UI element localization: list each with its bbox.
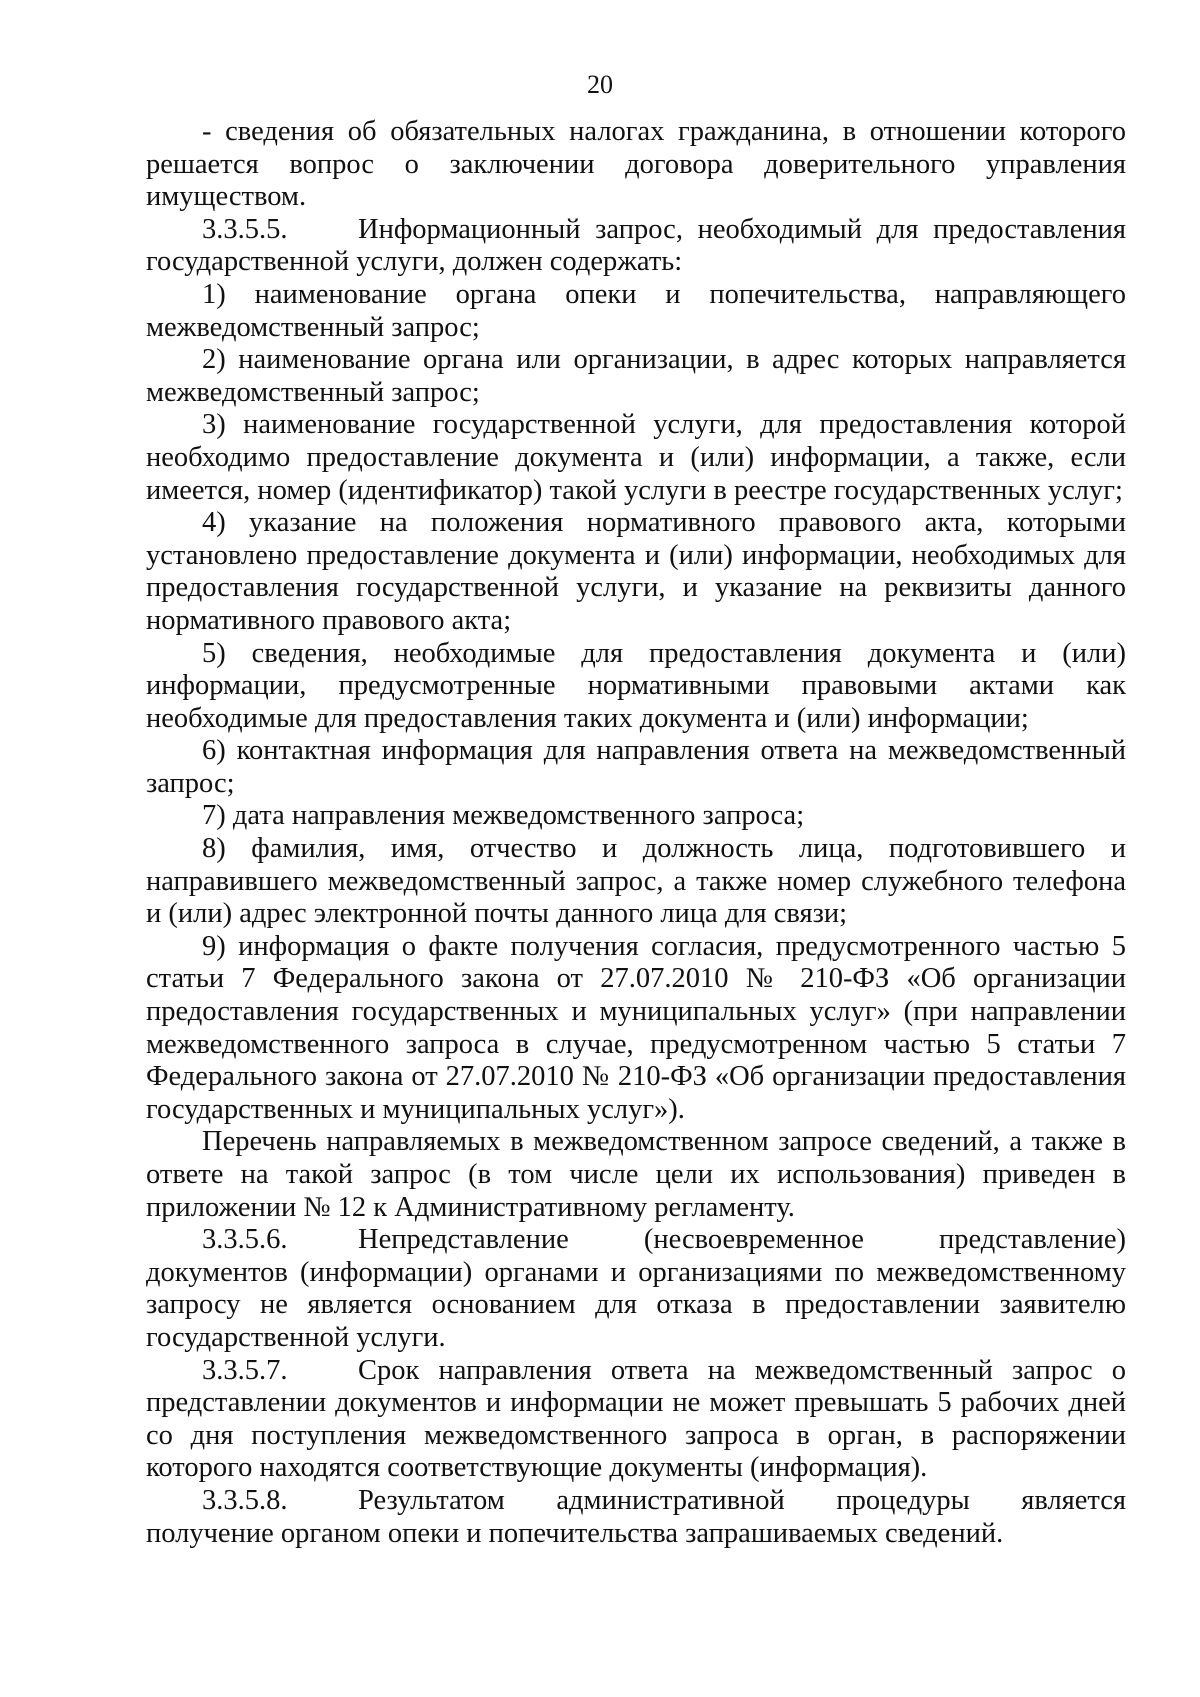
clause-3-3-5-6 bbox=[146, 1224, 1126, 1354]
list-item-text: 6) контактная информация для направления ответа на межведомственный запрос; bbox=[146, 735, 1126, 799]
list-item-text: 1) наименование органа опеки и попечительства, направляющего межведомственный запрос; bbox=[146, 278, 1126, 343]
list-item-8 bbox=[146, 833, 1126, 931]
clause-number: 3.3.5.5. bbox=[202, 213, 288, 245]
list-item-text: 5) сведения, необходимые для предоставления документа и (или) информации, предусмотренные нормативными правовыми актами как необходимые для предоставления таких документа и (или) информации; bbox=[146, 637, 1126, 734]
document-body bbox=[146, 116, 1126, 1550]
list-item-text: 3) наименование государственной услуги, для предоставления которой необходимо предоставление документа и (или) информации, а также, если имеется, номер (идентификатор) такой услуги в реестре государственных услуг; bbox=[146, 409, 1126, 506]
list-item-7 bbox=[146, 800, 1126, 833]
list-item-text: 4) указание на положения нормативного правового акта, которыми установлено предоставление документа и (или) информации, необходимых для предоставления государственной услуги, и указание на реквизиты данного нормативного правового акта; bbox=[146, 507, 1126, 636]
list-item-text: 2) наименование органа или организации, в адрес которых направляется межведомственный запрос; bbox=[146, 344, 1126, 408]
clause-number: 3.3.5.6. bbox=[202, 1224, 288, 1256]
list-item-1 bbox=[146, 279, 1126, 344]
clause-text: Непредставление (несвоевременное представление) документов (информации) органами и организациями по межведомственному запросу не является основанием для отказа в предоставлении заявителю государственной услуги. bbox=[146, 1224, 1126, 1353]
paragraph-tax-info bbox=[146, 116, 1126, 214]
list-item-5 bbox=[146, 638, 1126, 736]
clause-3-3-5-5 bbox=[146, 214, 1126, 279]
list-item-9 bbox=[146, 931, 1126, 1127]
clause-text: Срок направления ответа на межведомственный запрос о представлении документов и информации не может превышать 5 рабочих дней со дня поступления межведомственного запроса в орган, в распоряжении которого находятся соответствующие документы (информация). bbox=[146, 1354, 1126, 1484]
clause-number: 3.3.5.8. bbox=[202, 1484, 288, 1516]
paragraph-text: Перечень направляемых в межведомственном запросе сведений, а также в ответе на такой запрос (в том числе цели их использования) приведен в приложении № 12 к Административному регламенту. bbox=[146, 1126, 1126, 1223]
clause-text: Информационный запрос, необходимый для предоставления государственной услуги, должен содержать: bbox=[146, 213, 1126, 278]
list-item-4 bbox=[146, 507, 1126, 637]
list-item-text: 8) фамилия, имя, отчество и должность лица, подготовившего и направившего межведомственный запрос, а также номер служебного телефона и (или) адрес электронной почты данного лица для связи; bbox=[146, 833, 1126, 930]
list-item-3 bbox=[146, 409, 1126, 507]
list-item-2 bbox=[146, 344, 1126, 409]
paragraph-list-of-data bbox=[146, 1126, 1126, 1224]
clause-number: 3.3.5.7. bbox=[202, 1354, 288, 1386]
list-item-6 bbox=[146, 735, 1126, 800]
clause-3-3-5-8 bbox=[146, 1485, 1126, 1550]
clause-text: Результатом административной процедуры является получение органом опеки и попечительства запрашиваемых сведений. bbox=[146, 1484, 1126, 1549]
paragraph-text: - сведения об обязательных налогах гражданина, в отношении которого решается вопрос о заключении договора доверительного управления имуществом. bbox=[146, 116, 1126, 213]
page-number: 20 bbox=[587, 70, 613, 99]
clause-3-3-5-7 bbox=[146, 1355, 1126, 1485]
list-item-text: 7) дата направления межведомственного запроса; bbox=[202, 800, 805, 832]
list-item-text: 9) информация о факте получения согласия, предусмотренного частью 5 статьи 7 Федерального закона от 27.07.2010 № 210-ФЗ «Об организации предоставления государственных и муниципальных услуг» (при направлении межведомственного запроса в случае, предусмотренном частью 5 статьи 7 Федерального закона от 27.07.2010 № 210-ФЗ «Об организации предоставления государственных и муниципальных услуг»). bbox=[146, 930, 1126, 1125]
